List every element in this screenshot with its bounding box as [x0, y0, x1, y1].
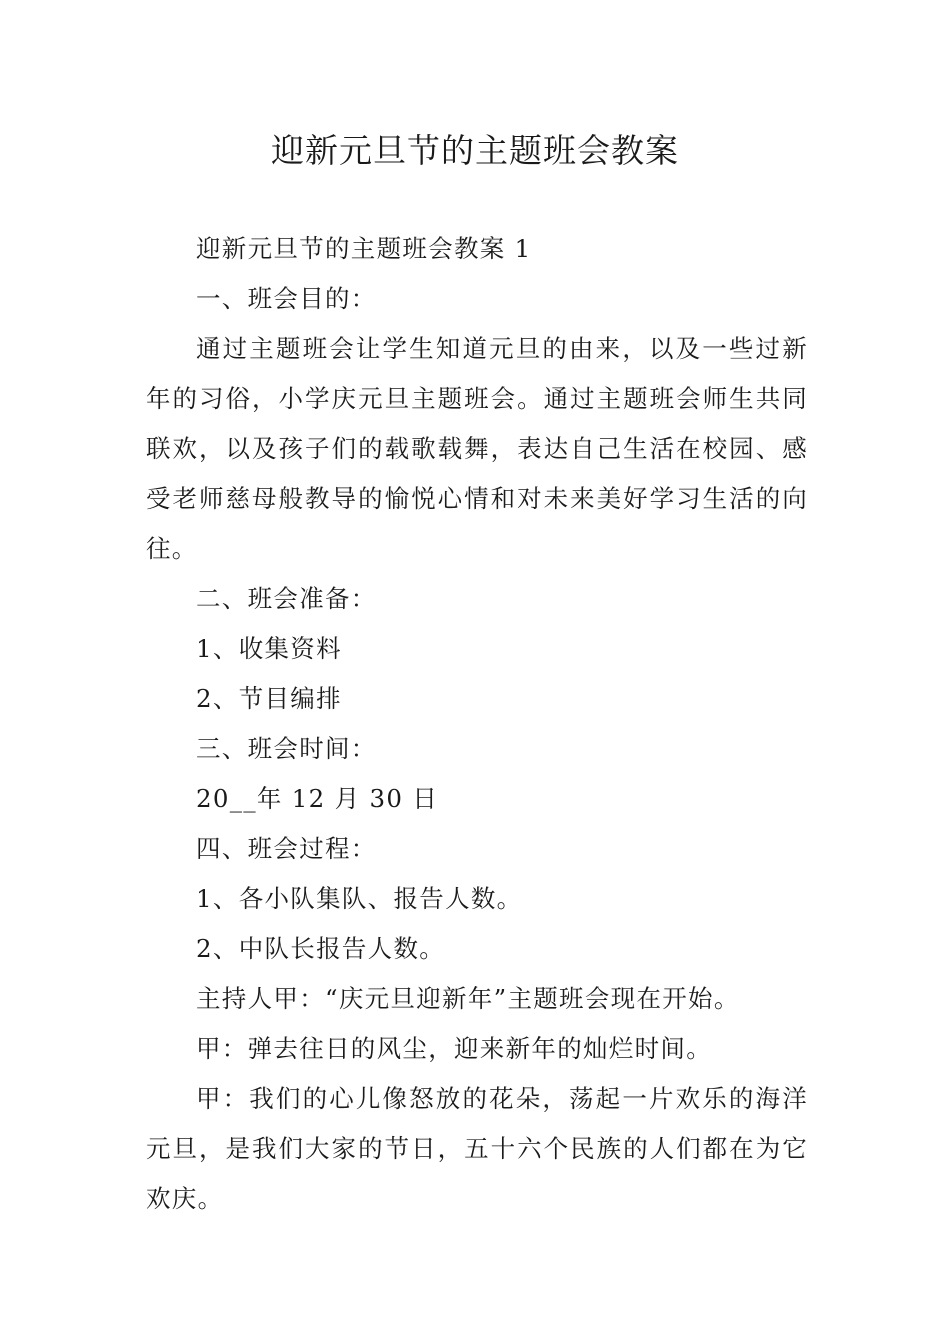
list-item-program-arrangement: 2、节目编排: [196, 684, 342, 713]
list-item-collect-materials: 1、收集资料: [196, 634, 342, 663]
section-heading-purpose: 一、班会目的：: [196, 284, 377, 313]
section-heading-preparation: 二、班会准备：: [196, 584, 377, 613]
section-heading-process: 四、班会过程：: [196, 834, 377, 863]
document-body: [146, 224, 808, 1224]
list-item-assemble: 1、各小队集队、报告人数。: [196, 884, 523, 913]
section-heading-time: 三、班会时间：: [196, 734, 377, 763]
paragraph-host-opening: 主持人甲：“庆元旦迎新年”主题班会现在开始。: [196, 984, 740, 1013]
paragraph-purpose: 通过主题班会让学生知道元旦的由来，以及一些过新年的习俗，小学庆元旦主题班会。通过主题班会师生共同联欢，以及孩子们的载歌载舞，表达自己生活在校园、感受老师慈母般教导的愉悦心情和对未来美好学习生活的向往。: [146, 334, 808, 563]
section-heading-lesson-plan: 迎新元旦节的主题班会教案 1: [196, 234, 532, 263]
paragraph-host-line-2: 甲：我们的心儿像怒放的花朵，荡起一片欢乐的海洋元旦，是我们大家的节日，五十六个民族的人们都在为它欢庆。: [146, 1084, 808, 1213]
list-item-report: 2、中队长报告人数。: [196, 934, 446, 963]
document-title: 迎新元旦节的主题班会教案: [271, 131, 679, 170]
paragraph-host-line-1: 甲：弹去往日的风尘，迎来新年的灿烂时间。: [196, 1034, 712, 1063]
paragraph-date: 20__年 12 月 30 日: [196, 784, 439, 813]
